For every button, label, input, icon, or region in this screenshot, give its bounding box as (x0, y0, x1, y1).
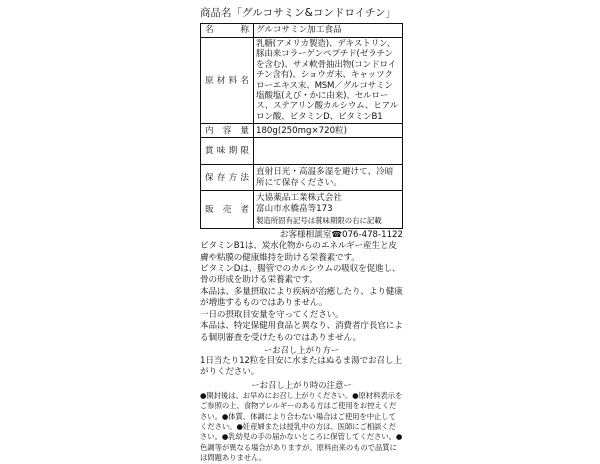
caution-text: ●開封後は、お早めにお召し上がりください。●原材料表示をご参照の上、食物アレルギーのある方はご使用をお控えください。●体質、体調により合わない場合はご使用を中止してください。●妊産婦または授乳中の方は、医師にご相談ください。●乳幼児の手の届かないところに保管してください。●色調等が異なる場合がありますが、原料由来のもので品質には問題ありません。 (200, 390, 403, 463)
manufacturer-code-note: 製造所固有記号は賞味期限の右に記載 (256, 216, 382, 226)
seller-row (201, 191, 403, 229)
ingredients-value: 乳糖(アメリカ製造)、デキストリン、豚由来コラーゲンペプチド(ゼラチンを含む)、サメ軟骨抽出物(コンドロイチン含有)、ショウガ末、キャッツクローエキス末、MSM／グルコサミン塩酸塩(えび・かに由来)、セルロース、ステアリン酸カルシウム、ヒアルロン酸、ビタミンD、ビタミンB1 (254, 38, 403, 124)
customer-contact: お客様相談室☎076-478-1122 (279, 230, 403, 241)
name-row (201, 24, 403, 38)
volume-label: 内 容 量 (201, 124, 254, 138)
overdose-warning: 本品は、多量摂取により疾病が治癒したり、より健康が増進するものではありません。 (200, 286, 403, 309)
seller-company: 大協薬品工業株式会社 (256, 193, 342, 204)
usage-heading: ーお召し上がり方ー (263, 344, 340, 355)
product-info-table (200, 23, 403, 229)
vitamin-d-note: ビタミンDは、腸管でのカルシウムの吸収を促進し、骨の形成を助ける栄養素です。 (200, 264, 401, 286)
ingredients-row (201, 38, 403, 124)
storage-value: 直射日光・高温多湿を避けて、冷暗所にて保存ください。 (254, 165, 403, 191)
name-label: 名 称 (201, 24, 254, 38)
daily-intake-note: 一日の摂取目安量を守ってください。 (200, 309, 344, 320)
ingredients-label: 原材料名 (201, 38, 254, 124)
usage-text: 1日当たり12粒を目安に水またはぬるま湯でお召し上がりください。 (200, 355, 402, 378)
storage-row (201, 165, 403, 191)
volume-row (201, 124, 403, 138)
expiry-value (254, 138, 403, 165)
seller-address: 富山市水橋畠等173 (256, 204, 333, 215)
expiry-row (201, 138, 403, 165)
product-name: 商品名「グルコサミン&コンドロイチン」 (200, 7, 397, 19)
seller-value (254, 191, 403, 229)
product-label (200, 6, 403, 463)
storage-label: 保存方法 (201, 165, 254, 191)
caution-heading: ーお召し上がり時の注意ー (251, 379, 352, 390)
name-value: グルコサミン加工食品 (254, 24, 403, 38)
vitamin-b1-note: ビタミンB1は、炭水化物からのエネルギー産生と皮膚や粘膜の健康維持を助ける栄養素です。 (200, 241, 397, 263)
expiry-label: 賞味期限 (201, 138, 254, 165)
seller-label: 販 売 者 (201, 191, 254, 229)
volume-value: 180g(250mg×720粒) (254, 124, 403, 138)
regulatory-notice: 本品は、特定保健用食品と異なり、消費者庁長官による個別審査を受けたものではありません。 (200, 321, 403, 343)
